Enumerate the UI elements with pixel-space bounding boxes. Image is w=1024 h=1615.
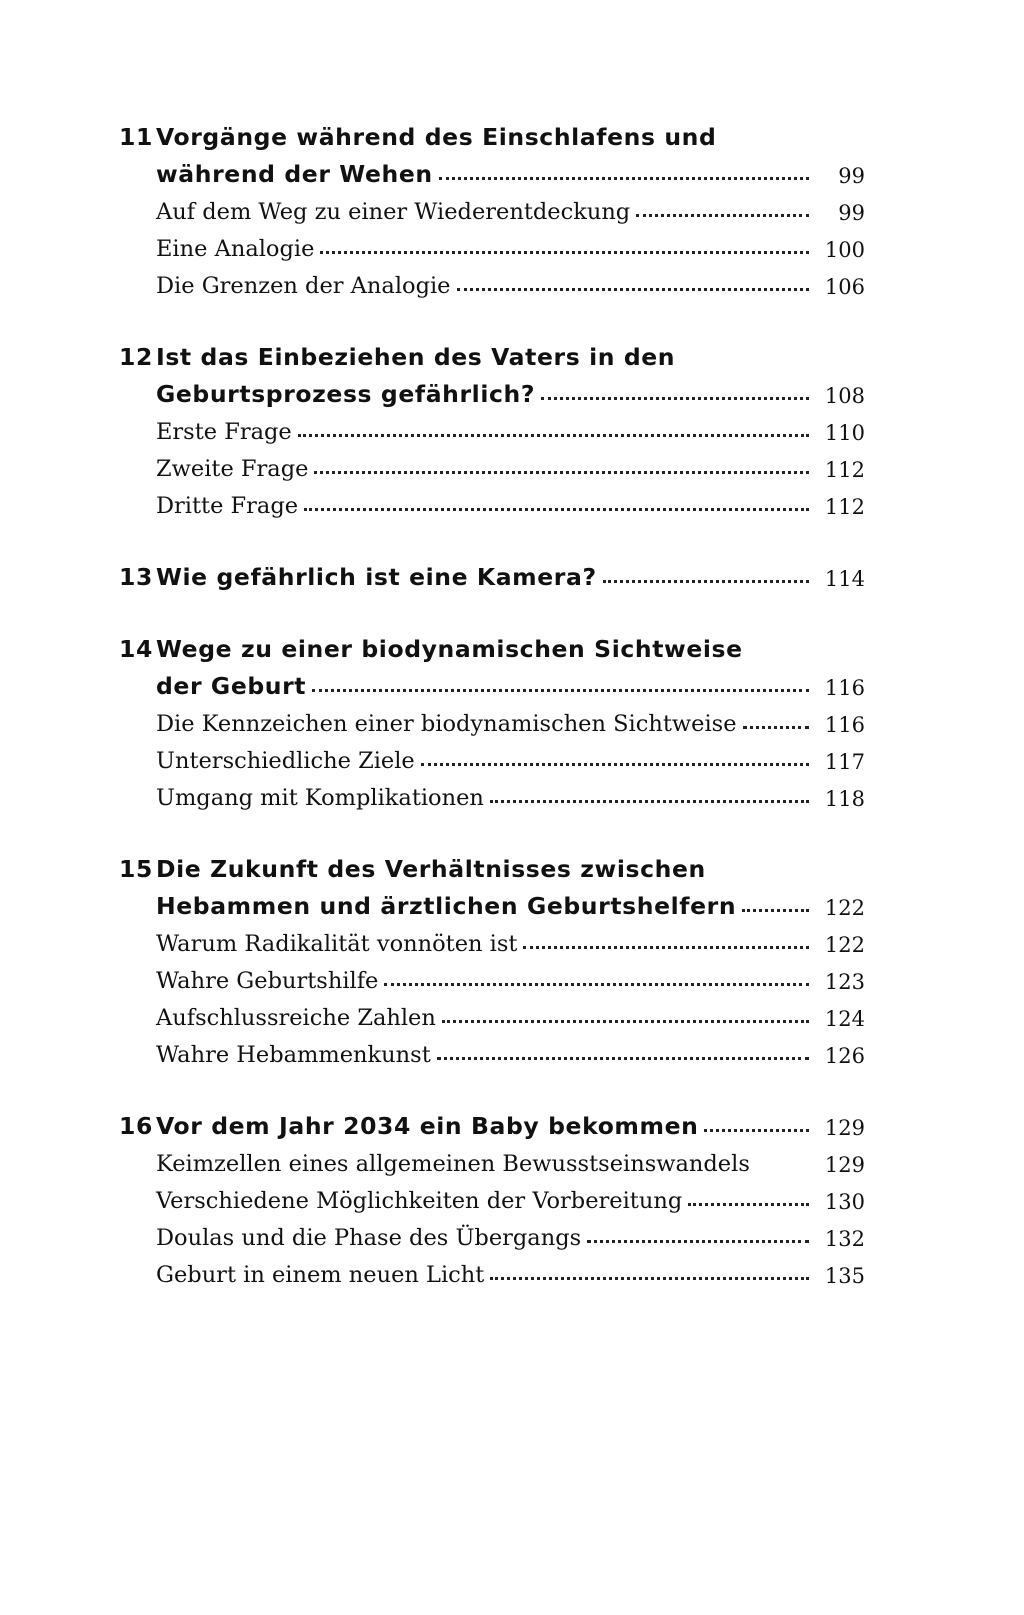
chapter-15 — [119, 846, 865, 1068]
section-entry[interactable] — [119, 700, 865, 737]
leader-dots — [704, 1128, 809, 1132]
leader-dots — [523, 945, 809, 949]
leader-dots — [320, 250, 809, 254]
leader-dots — [421, 762, 809, 766]
chapter-heading-continued[interactable] — [119, 371, 865, 408]
page-number: 126 — [824, 1044, 865, 1068]
page-number: 110 — [824, 421, 865, 445]
chapter-heading-continued[interactable] — [119, 883, 865, 920]
chapter-title: Wie gefährlich ist eine Kamera? — [156, 563, 597, 591]
section-entry[interactable] — [119, 994, 865, 1031]
chapter-title-line2: während der Wehen — [119, 160, 439, 188]
leader-dots — [743, 725, 809, 729]
page-number: 122 — [824, 933, 865, 957]
leader-dots — [541, 396, 809, 400]
section-entry[interactable] — [119, 1140, 865, 1177]
section-title: Wahre Geburtshilfe — [119, 968, 384, 994]
page-number: 114 — [824, 567, 865, 591]
chapter-heading-continued[interactable] — [119, 663, 865, 700]
page-number: 100 — [824, 238, 865, 262]
section-entry[interactable] — [119, 957, 865, 994]
leader-dots — [312, 688, 809, 692]
leader-dots — [384, 982, 809, 986]
chapter-number: 13 — [119, 563, 153, 591]
leader-dots — [439, 176, 809, 180]
page-number: 112 — [824, 458, 865, 482]
chapter-title-line2: Hebammen und ärztlichen Geburtshelfern — [119, 892, 742, 920]
leader-dots — [298, 433, 809, 437]
section-entry[interactable] — [119, 1031, 865, 1068]
leader-dots — [437, 1056, 809, 1060]
chapter-12 — [119, 334, 865, 519]
page-number: 122 — [824, 896, 865, 920]
section-title: Zweite Frage — [119, 456, 314, 482]
chapter-heading[interactable] — [119, 554, 865, 591]
section-entry[interactable] — [119, 482, 865, 519]
page-number: 130 — [824, 1190, 865, 1214]
leader-dots — [304, 507, 809, 511]
leader-dots — [457, 287, 810, 291]
section-title: Wahre Hebammenkunst — [119, 1042, 437, 1068]
chapter-heading[interactable] — [119, 846, 865, 883]
chapter-number: 14 — [119, 635, 153, 663]
page-number: 123 — [824, 970, 865, 994]
chapter-number: 16 — [119, 1112, 153, 1140]
section-entry[interactable] — [119, 188, 865, 225]
section-title: Verschiedene Möglichkeiten der Vorbereitung — [119, 1188, 688, 1214]
chapter-13 — [119, 554, 865, 591]
leader-dots — [314, 470, 809, 474]
section-entry[interactable] — [119, 1177, 865, 1214]
leader-dots — [442, 1019, 809, 1023]
chapter-11 — [119, 114, 865, 299]
page-number: 117 — [824, 750, 865, 774]
chapter-number: 11 — [119, 123, 153, 151]
leader-dots — [688, 1202, 809, 1206]
chapter-number: 15 — [119, 855, 153, 883]
section-title: Warum Radikalität vonnöten ist — [119, 931, 523, 957]
chapter-title: Wege zu einer biodynamischen Sichtweise — [156, 635, 743, 663]
page-number: 124 — [824, 1007, 865, 1031]
section-entry[interactable] — [119, 408, 865, 445]
section-title: Eine Analogie — [119, 236, 320, 262]
chapter-heading-continued[interactable] — [119, 151, 865, 188]
section-title: Dritte Frage — [119, 493, 304, 519]
chapter-16 — [119, 1103, 865, 1288]
chapter-title-line2: der Geburt — [119, 672, 312, 700]
leader-dots — [603, 579, 809, 583]
chapter-14 — [119, 626, 865, 811]
chapter-title: Ist das Einbeziehen des Vaters in den — [156, 343, 676, 371]
section-title: Aufschlussreiche Zahlen — [119, 1005, 442, 1031]
chapter-heading[interactable] — [119, 334, 865, 371]
page-number: 106 — [824, 275, 865, 299]
section-entry[interactable] — [119, 737, 865, 774]
section-entry[interactable] — [119, 225, 865, 262]
page-number: 112 — [824, 495, 865, 519]
leader-dots — [490, 1276, 809, 1280]
table-of-contents — [119, 114, 865, 1323]
leader-dots — [636, 213, 809, 217]
chapter-title: Vor dem Jahr 2034 ein Baby bekommen — [156, 1112, 699, 1140]
chapter-heading[interactable] — [119, 626, 865, 663]
chapter-number: 12 — [119, 343, 153, 371]
section-title: Die Grenzen der Analogie — [119, 273, 457, 299]
chapter-title-line2: Geburtsprozess gefährlich? — [119, 380, 541, 408]
section-title: Auf dem Weg zu einer Wiederentdeckung — [119, 199, 636, 225]
page-number: 116 — [824, 676, 865, 700]
chapter-title: Die Zukunft des Verhältnisses zwischen — [156, 855, 706, 883]
section-title: Geburt in einem neuen Licht — [119, 1262, 490, 1288]
section-title: Erste Frage — [119, 419, 298, 445]
page-number: 99 — [838, 164, 865, 188]
page-number: 135 — [824, 1264, 865, 1288]
page-number: 118 — [824, 787, 865, 811]
page-number: 116 — [824, 713, 865, 737]
leader-dots — [742, 908, 809, 912]
leader-dots — [490, 799, 809, 803]
page-number: 129 — [824, 1153, 865, 1177]
section-entry[interactable] — [119, 1251, 865, 1288]
section-title: Umgang mit Komplikationen — [119, 785, 490, 811]
chapter-title: Vorgänge während des Einschlafens und — [156, 123, 717, 151]
page-number: 132 — [824, 1227, 865, 1251]
section-title: Unterschiedliche Ziele — [119, 748, 421, 774]
page-number: 108 — [824, 384, 865, 408]
page-number: 99 — [838, 201, 865, 225]
chapter-heading[interactable] — [119, 1103, 865, 1140]
section-entry[interactable] — [119, 920, 865, 957]
leader-dots — [587, 1239, 809, 1243]
section-title: Keimzellen eines allgemeinen Bewusstseinswandels — [119, 1151, 756, 1177]
section-entry[interactable] — [119, 262, 865, 299]
section-entry[interactable] — [119, 445, 865, 482]
section-title: Doulas und die Phase des Übergangs — [119, 1225, 587, 1251]
page-number: 129 — [824, 1116, 865, 1140]
section-entry[interactable] — [119, 1214, 865, 1251]
section-title: Die Kennzeichen einer biodynamischen Sichtweise — [119, 711, 743, 737]
section-entry[interactable] — [119, 774, 865, 811]
chapter-heading[interactable] — [119, 114, 865, 151]
